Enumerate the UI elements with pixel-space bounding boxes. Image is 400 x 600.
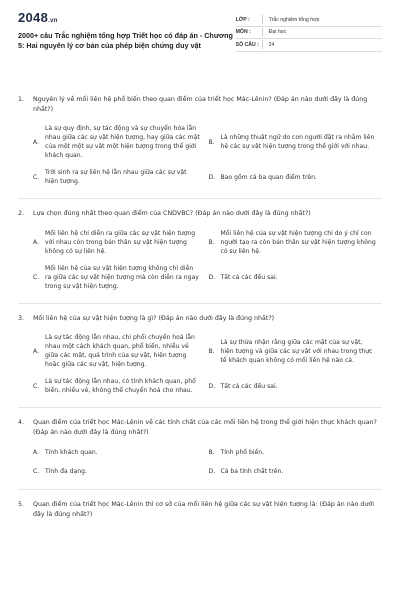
option-c[interactable]	[33, 164, 201, 190]
option-b[interactable]	[209, 225, 377, 260]
question-body: Lựa chọn đúng nhất theo quan điểm của CNDVBC? (Đáp án nào dưới đây là đúng nhất?)	[33, 210, 311, 217]
option-letter: B.	[208, 138, 215, 146]
option-text: Mối liên hệ của sự vật hiện tượng không chỉ diễn ra giữa các sự vật hiện tượng mà còn diễn ra ngay trong sự vật hiện tượng.	[45, 264, 199, 290]
divider	[18, 407, 382, 408]
meta-separator	[262, 40, 263, 49]
question-number: 5.	[18, 501, 25, 508]
meta-row-subject	[236, 27, 382, 40]
option-c[interactable]	[33, 373, 201, 399]
site-logo[interactable]	[18, 10, 236, 25]
option-text: Tính phổ biến.	[220, 449, 265, 456]
meta-table	[236, 14, 382, 80]
question-4	[18, 418, 382, 481]
options	[33, 329, 376, 399]
meta-row-count	[236, 39, 382, 52]
option-a[interactable]	[33, 120, 201, 164]
option-text: Bao gồm cả ba quan điểm trên.	[220, 173, 317, 181]
question-number: 3.	[18, 314, 25, 322]
question-text	[18, 314, 382, 324]
option-letter: D.	[208, 382, 216, 390]
option-b[interactable]	[209, 120, 377, 164]
option-letter: A.	[33, 449, 39, 456]
option-letter: C.	[33, 468, 40, 475]
option-letter: C.	[33, 382, 40, 390]
option-text: Là sự thừa nhận rằng giữa các mặt của sự vật, hiện tượng và giữa các sự vật với nhau trong thực tế khách quan không có mối liên hệ nào cả.	[220, 338, 373, 364]
option-text: Cả ba tính chất trên.	[220, 468, 284, 475]
question-body: Nguyên lý về mối liên hệ phổ biến theo quan điểm của triết học Mác-Lênin? (Đáp án nào dưới đây là đúng nhất?)	[33, 96, 368, 113]
header	[18, 10, 382, 80]
meta-label: SỐ CÂU :	[235, 41, 259, 48]
option-a[interactable]	[33, 225, 201, 260]
logo-suffix: .vn	[48, 18, 58, 24]
question-3	[18, 314, 382, 400]
option-text: Là những thuật ngữ do con người đặt ra nhằm liên hệ các sự vật hiện tượng trong thế giới với nhau.	[220, 134, 375, 150]
option-letter: A.	[33, 347, 39, 355]
meta-label: LỚP :	[235, 16, 250, 23]
question-text	[18, 500, 382, 519]
option-letter: A.	[33, 238, 39, 246]
option-text: Trời sinh ra sự liên hệ lẫn nhau giữa các sự vật hiện tượng.	[45, 169, 187, 185]
meta-value: Trắc nghiệm tổng hợp	[268, 16, 320, 23]
options	[33, 443, 376, 481]
question-2	[18, 209, 382, 295]
option-letter: B.	[208, 238, 215, 246]
option-letter: D.	[208, 468, 216, 475]
option-text: Là sự quy định, sự tác động và sự chuyển hóa lẫn nhau giữa các sự vật hiện tượng, hay giữa các mặt của một một sự vật một hiện tượng trong thế giới khách quan.	[45, 125, 200, 159]
question-list	[18, 95, 382, 519]
divider	[18, 198, 382, 199]
meta-separator	[262, 28, 263, 37]
divider	[18, 303, 382, 304]
header-left	[18, 10, 236, 80]
meta-separator	[262, 15, 263, 24]
option-d[interactable]	[209, 260, 377, 295]
meta-value: 24	[268, 41, 275, 48]
option-letter: C.	[33, 273, 40, 281]
option-d[interactable]	[209, 373, 377, 399]
question-body: Mối liên hệ của sự vật hiện tượng là gì? (Đáp án nào dưới đây là đúng nhất?)	[33, 314, 275, 322]
option-a[interactable]	[33, 443, 201, 462]
question-text	[18, 418, 382, 437]
question-5	[18, 500, 382, 519]
question-body: Quan điểm của triết học Mác-Lênin về các tính chất của các mối liên hệ trong thế giới hiện thực khách quan? (Đáp án nào dưới đây là đúng nhất?)	[33, 419, 377, 436]
option-letter: D.	[208, 173, 216, 181]
divider	[18, 489, 382, 490]
option-d[interactable]	[209, 164, 377, 190]
question-text	[18, 95, 382, 114]
option-text: Tất cả các đều sai.	[220, 273, 278, 281]
option-text: Là sự tác động lẫn nhau, chi phối chuyển hoá lẫn nhau một cách khách quan, phổ biến, nhiều vẻ giữa các mặt, quá trình của sự vật, hiện tượng hoặc giữa các sự vật, hiện tượng.	[45, 334, 195, 368]
meta-label: MÔN :	[235, 29, 251, 36]
option-text: Tính đa dạng.	[45, 468, 87, 475]
document-title: 2000+ câu Trắc nghiệm tổng hợp Triết học có đáp án - Chương 5: Hai nguyên lý cơ bản của phép biện chứng duy vật	[18, 31, 233, 50]
option-a[interactable]	[33, 329, 201, 373]
question-number: 4.	[18, 419, 25, 426]
option-letter: B.	[208, 449, 215, 456]
question-number: 1.	[18, 96, 25, 103]
option-d[interactable]	[209, 462, 377, 481]
meta-value: Đại học	[268, 29, 287, 36]
option-b[interactable]	[209, 443, 377, 462]
question-number: 2.	[18, 210, 25, 217]
option-letter: B.	[208, 347, 215, 355]
question-body: Quan điểm của triết học Mác-Lênin thì cơ sở của mối liên hệ giữa các sự vật hiện tượng là: (Đáp án nào dưới đây là đúng nhất?)	[33, 501, 374, 518]
question-text	[18, 209, 382, 219]
option-text: Là sự tác động lẫn nhau, có tính khách quan, phổ biến, nhiều vẻ, không thể chuyển hoá cho nhau.	[45, 378, 196, 394]
logo-text: 2048	[18, 10, 49, 25]
option-letter: D.	[208, 273, 216, 281]
option-text: Tính khách quan.	[45, 449, 98, 456]
option-text: Mối liên hệ chỉ diễn ra giữa các sự vật hiện tượng với nhau còn trong bản thân sự vật hiện tượng không có sự liên hệ.	[45, 229, 196, 255]
option-letter: A.	[33, 138, 39, 146]
question-1	[18, 95, 382, 190]
option-letter: C.	[33, 173, 40, 181]
meta-row-class	[236, 14, 382, 27]
option-c[interactable]	[33, 260, 201, 295]
option-text: Tất cả các đều sai.	[220, 382, 278, 390]
options	[33, 120, 376, 190]
option-text: Mối liên hệ của sự vật hiện tượng chỉ do ý chí con người tạo ra còn bản thân sự vật hiện tượng không có sự liên hệ.	[220, 229, 376, 255]
option-b[interactable]	[209, 329, 377, 373]
option-c[interactable]	[33, 462, 201, 481]
options	[33, 225, 376, 295]
